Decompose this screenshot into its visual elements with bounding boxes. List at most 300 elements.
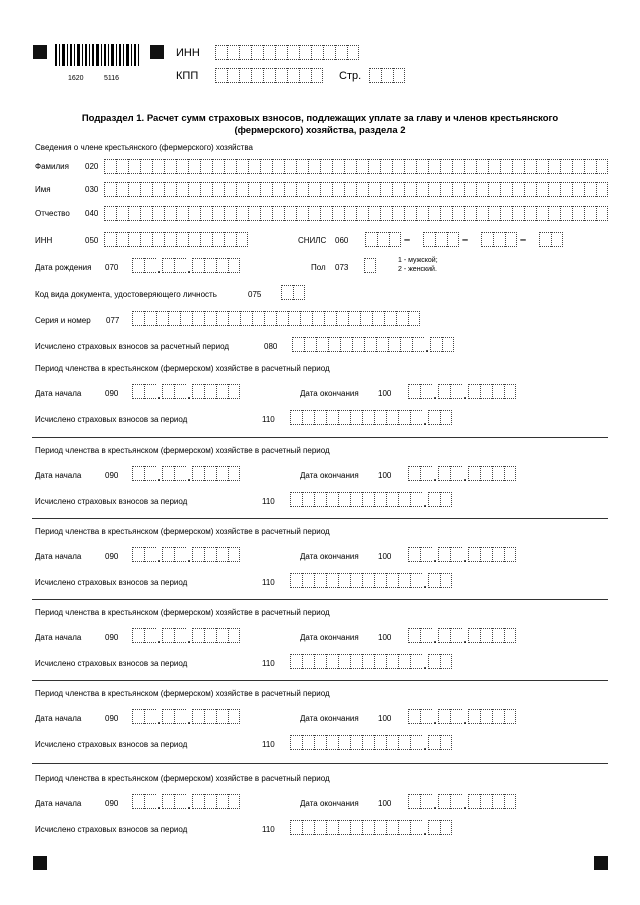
sex-field[interactable] — [364, 258, 376, 273]
char-cell[interactable] — [216, 258, 228, 273]
char-cell[interactable] — [350, 820, 362, 835]
char-cell[interactable] — [504, 794, 516, 809]
char-cell[interactable] — [480, 466, 492, 481]
char-cell[interactable] — [480, 709, 492, 724]
snils-field-part3[interactable] — [481, 232, 517, 247]
char-cell[interactable] — [140, 232, 152, 247]
char-cell[interactable] — [326, 492, 338, 507]
char-cell[interactable] — [239, 45, 251, 60]
char-cell[interactable] — [176, 182, 188, 197]
char-cell[interactable] — [428, 573, 440, 588]
snils-field-part4[interactable] — [539, 232, 563, 247]
char-cell[interactable] — [388, 337, 400, 352]
char-cell[interactable] — [344, 206, 356, 221]
char-cell[interactable] — [398, 820, 410, 835]
char-cell[interactable] — [596, 182, 608, 197]
char-cell[interactable] — [362, 573, 374, 588]
char-cell[interactable] — [200, 182, 212, 197]
period-5-start-date-field[interactable] — [132, 709, 240, 727]
char-cell[interactable] — [302, 654, 314, 669]
char-cell[interactable] — [248, 159, 260, 174]
char-cell[interactable] — [228, 311, 240, 326]
char-cell[interactable] — [132, 628, 144, 643]
char-cell[interactable] — [132, 794, 144, 809]
char-cell[interactable] — [350, 410, 362, 425]
series-field[interactable] — [132, 311, 420, 326]
char-cell[interactable] — [290, 820, 302, 835]
char-cell[interactable] — [236, 232, 248, 247]
char-cell[interactable] — [162, 258, 174, 273]
period-4-end-date-field[interactable] — [408, 628, 516, 646]
char-cell[interactable] — [536, 159, 548, 174]
char-cell[interactable] — [104, 159, 116, 174]
char-cell[interactable] — [398, 735, 410, 750]
char-cell[interactable] — [442, 337, 454, 352]
char-cell[interactable] — [480, 384, 492, 399]
char-cell[interactable] — [192, 384, 204, 399]
char-cell[interactable] — [360, 311, 372, 326]
char-cell[interactable] — [116, 232, 128, 247]
char-cell[interactable] — [450, 628, 462, 643]
char-cell[interactable] — [326, 654, 338, 669]
char-cell[interactable] — [228, 258, 240, 273]
char-cell[interactable] — [398, 492, 410, 507]
char-cell[interactable] — [212, 232, 224, 247]
char-cell[interactable] — [236, 182, 248, 197]
char-cell[interactable] — [144, 311, 156, 326]
char-cell[interactable] — [299, 68, 311, 83]
char-cell[interactable] — [504, 547, 516, 562]
char-cell[interactable] — [116, 159, 128, 174]
char-cell[interactable] — [347, 45, 359, 60]
char-cell[interactable] — [386, 820, 398, 835]
period-5-amount-field[interactable] — [290, 735, 452, 753]
char-cell[interactable] — [180, 311, 192, 326]
char-cell[interactable] — [381, 68, 393, 83]
char-cell[interactable] — [152, 182, 164, 197]
char-cell[interactable] — [296, 182, 308, 197]
char-cell[interactable] — [212, 159, 224, 174]
char-cell[interactable] — [356, 182, 368, 197]
char-cell[interactable] — [174, 628, 186, 643]
char-cell[interactable] — [438, 466, 450, 481]
char-cell[interactable] — [408, 384, 420, 399]
period-4-start-date-field[interactable] — [132, 628, 240, 646]
char-cell[interactable] — [216, 311, 228, 326]
char-cell[interactable] — [215, 68, 227, 83]
char-cell[interactable] — [356, 159, 368, 174]
char-cell[interactable] — [248, 206, 260, 221]
char-cell[interactable] — [380, 182, 392, 197]
total-field[interactable] — [292, 337, 454, 355]
period-6-start-date-field[interactable] — [132, 794, 240, 812]
char-cell[interactable] — [296, 206, 308, 221]
char-cell[interactable] — [228, 466, 240, 481]
birth-date-field[interactable] — [132, 258, 240, 276]
char-cell[interactable] — [326, 820, 338, 835]
char-cell[interactable] — [408, 628, 420, 643]
char-cell[interactable] — [408, 547, 420, 562]
char-cell[interactable] — [480, 547, 492, 562]
char-cell[interactable] — [376, 337, 388, 352]
char-cell[interactable] — [227, 68, 239, 83]
char-cell[interactable] — [216, 628, 228, 643]
char-cell[interactable] — [260, 159, 272, 174]
char-cell[interactable] — [144, 258, 156, 273]
char-cell[interactable] — [332, 159, 344, 174]
surname-field[interactable] — [104, 159, 608, 174]
char-cell[interactable] — [128, 232, 140, 247]
char-cell[interactable] — [505, 232, 517, 247]
char-cell[interactable] — [204, 258, 216, 273]
char-cell[interactable] — [312, 311, 324, 326]
period-2-end-date-field[interactable] — [408, 466, 516, 484]
snils-field-part2[interactable] — [423, 232, 459, 247]
char-cell[interactable] — [192, 466, 204, 481]
char-cell[interactable] — [410, 820, 422, 835]
char-cell[interactable] — [464, 206, 476, 221]
char-cell[interactable] — [251, 45, 263, 60]
char-cell[interactable] — [500, 182, 512, 197]
char-cell[interactable] — [162, 547, 174, 562]
char-cell[interactable] — [228, 709, 240, 724]
char-cell[interactable] — [288, 311, 300, 326]
char-cell[interactable] — [386, 492, 398, 507]
char-cell[interactable] — [447, 232, 459, 247]
char-cell[interactable] — [128, 206, 140, 221]
char-cell[interactable] — [260, 182, 272, 197]
char-cell[interactable] — [174, 794, 186, 809]
char-cell[interactable] — [302, 573, 314, 588]
char-cell[interactable] — [156, 311, 168, 326]
char-cell[interactable] — [386, 654, 398, 669]
char-cell[interactable] — [132, 384, 144, 399]
char-cell[interactable] — [326, 410, 338, 425]
name-field[interactable] — [104, 182, 608, 197]
char-cell[interactable] — [410, 492, 422, 507]
char-cell[interactable] — [450, 709, 462, 724]
char-cell[interactable] — [236, 206, 248, 221]
char-cell[interactable] — [468, 547, 480, 562]
char-cell[interactable] — [116, 182, 128, 197]
char-cell[interactable] — [423, 232, 435, 247]
char-cell[interactable] — [132, 258, 144, 273]
char-cell[interactable] — [464, 159, 476, 174]
char-cell[interactable] — [302, 735, 314, 750]
char-cell[interactable] — [440, 182, 452, 197]
char-cell[interactable] — [204, 384, 216, 399]
char-cell[interactable] — [364, 258, 376, 273]
char-cell[interactable] — [332, 206, 344, 221]
char-cell[interactable] — [140, 206, 152, 221]
char-cell[interactable] — [292, 337, 304, 352]
char-cell[interactable] — [362, 410, 374, 425]
char-cell[interactable] — [362, 654, 374, 669]
char-cell[interactable] — [452, 159, 464, 174]
period-1-amount-field[interactable] — [290, 410, 452, 428]
char-cell[interactable] — [300, 311, 312, 326]
char-cell[interactable] — [374, 573, 386, 588]
char-cell[interactable] — [438, 794, 450, 809]
char-cell[interactable] — [352, 337, 364, 352]
char-cell[interactable] — [304, 337, 316, 352]
char-cell[interactable] — [251, 68, 263, 83]
char-cell[interactable] — [377, 232, 389, 247]
char-cell[interactable] — [174, 709, 186, 724]
char-cell[interactable] — [338, 492, 350, 507]
period-6-end-date-field[interactable] — [408, 794, 516, 812]
char-cell[interactable] — [524, 206, 536, 221]
char-cell[interactable] — [204, 547, 216, 562]
char-cell[interactable] — [224, 182, 236, 197]
char-cell[interactable] — [428, 206, 440, 221]
char-cell[interactable] — [144, 384, 156, 399]
char-cell[interactable] — [228, 384, 240, 399]
char-cell[interactable] — [174, 384, 186, 399]
char-cell[interactable] — [308, 159, 320, 174]
char-cell[interactable] — [584, 182, 596, 197]
char-cell[interactable] — [104, 232, 116, 247]
char-cell[interactable] — [430, 337, 442, 352]
header-page-field[interactable] — [369, 68, 405, 83]
char-cell[interactable] — [386, 410, 398, 425]
doc-code-field[interactable] — [281, 285, 305, 300]
char-cell[interactable] — [344, 159, 356, 174]
char-cell[interactable] — [539, 232, 551, 247]
char-cell[interactable] — [410, 654, 422, 669]
char-cell[interactable] — [372, 311, 384, 326]
char-cell[interactable] — [356, 206, 368, 221]
char-cell[interactable] — [164, 182, 176, 197]
char-cell[interactable] — [368, 159, 380, 174]
char-cell[interactable] — [316, 337, 328, 352]
char-cell[interactable] — [348, 311, 360, 326]
char-cell[interactable] — [416, 159, 428, 174]
char-cell[interactable] — [560, 159, 572, 174]
char-cell[interactable] — [236, 159, 248, 174]
char-cell[interactable] — [450, 384, 462, 399]
char-cell[interactable] — [162, 709, 174, 724]
char-cell[interactable] — [504, 384, 516, 399]
char-cell[interactable] — [320, 159, 332, 174]
char-cell[interactable] — [314, 573, 326, 588]
header-kpp-field[interactable] — [215, 68, 323, 83]
period-3-amount-field[interactable] — [290, 573, 452, 591]
char-cell[interactable] — [396, 311, 408, 326]
char-cell[interactable] — [188, 232, 200, 247]
char-cell[interactable] — [435, 232, 447, 247]
char-cell[interactable] — [164, 206, 176, 221]
char-cell[interactable] — [228, 794, 240, 809]
header-inn-field[interactable] — [215, 45, 359, 60]
char-cell[interactable] — [224, 232, 236, 247]
char-cell[interactable] — [440, 573, 452, 588]
char-cell[interactable] — [410, 573, 422, 588]
char-cell[interactable] — [416, 182, 428, 197]
char-cell[interactable] — [116, 206, 128, 221]
char-cell[interactable] — [420, 794, 432, 809]
char-cell[interactable] — [296, 159, 308, 174]
char-cell[interactable] — [386, 735, 398, 750]
char-cell[interactable] — [504, 466, 516, 481]
char-cell[interactable] — [338, 735, 350, 750]
char-cell[interactable] — [320, 182, 332, 197]
char-cell[interactable] — [281, 285, 293, 300]
char-cell[interactable] — [176, 159, 188, 174]
period-2-start-date-field[interactable] — [132, 466, 240, 484]
char-cell[interactable] — [440, 492, 452, 507]
char-cell[interactable] — [174, 466, 186, 481]
char-cell[interactable] — [438, 384, 450, 399]
char-cell[interactable] — [200, 206, 212, 221]
char-cell[interactable] — [536, 182, 548, 197]
char-cell[interactable] — [428, 492, 440, 507]
char-cell[interactable] — [338, 654, 350, 669]
char-cell[interactable] — [493, 232, 505, 247]
char-cell[interactable] — [275, 68, 287, 83]
char-cell[interactable] — [314, 654, 326, 669]
char-cell[interactable] — [408, 466, 420, 481]
period-3-end-date-field[interactable] — [408, 547, 516, 565]
char-cell[interactable] — [410, 735, 422, 750]
char-cell[interactable] — [162, 794, 174, 809]
char-cell[interactable] — [144, 709, 156, 724]
char-cell[interactable] — [162, 628, 174, 643]
char-cell[interactable] — [420, 628, 432, 643]
char-cell[interactable] — [132, 466, 144, 481]
char-cell[interactable] — [428, 820, 440, 835]
char-cell[interactable] — [365, 232, 377, 247]
char-cell[interactable] — [476, 182, 488, 197]
char-cell[interactable] — [504, 628, 516, 643]
char-cell[interactable] — [335, 45, 347, 60]
char-cell[interactable] — [314, 492, 326, 507]
char-cell[interactable] — [284, 159, 296, 174]
char-cell[interactable] — [308, 206, 320, 221]
char-cell[interactable] — [276, 311, 288, 326]
char-cell[interactable] — [164, 232, 176, 247]
char-cell[interactable] — [314, 820, 326, 835]
char-cell[interactable] — [362, 492, 374, 507]
char-cell[interactable] — [386, 573, 398, 588]
char-cell[interactable] — [398, 654, 410, 669]
char-cell[interactable] — [374, 735, 386, 750]
char-cell[interactable] — [328, 337, 340, 352]
char-cell[interactable] — [420, 547, 432, 562]
char-cell[interactable] — [290, 573, 302, 588]
char-cell[interactable] — [362, 820, 374, 835]
char-cell[interactable] — [389, 232, 401, 247]
char-cell[interactable] — [216, 384, 228, 399]
char-cell[interactable] — [290, 492, 302, 507]
char-cell[interactable] — [164, 159, 176, 174]
char-cell[interactable] — [420, 709, 432, 724]
char-cell[interactable] — [524, 159, 536, 174]
char-cell[interactable] — [468, 384, 480, 399]
char-cell[interactable] — [374, 654, 386, 669]
char-cell[interactable] — [392, 159, 404, 174]
char-cell[interactable] — [408, 794, 420, 809]
char-cell[interactable] — [302, 492, 314, 507]
char-cell[interactable] — [398, 410, 410, 425]
char-cell[interactable] — [468, 709, 480, 724]
char-cell[interactable] — [239, 68, 251, 83]
char-cell[interactable] — [374, 492, 386, 507]
char-cell[interactable] — [428, 182, 440, 197]
char-cell[interactable] — [340, 337, 352, 352]
char-cell[interactable] — [548, 206, 560, 221]
period-4-amount-field[interactable] — [290, 654, 452, 672]
char-cell[interactable] — [287, 68, 299, 83]
char-cell[interactable] — [128, 182, 140, 197]
char-cell[interactable] — [393, 68, 405, 83]
char-cell[interactable] — [104, 182, 116, 197]
char-cell[interactable] — [275, 45, 287, 60]
char-cell[interactable] — [132, 547, 144, 562]
char-cell[interactable] — [192, 794, 204, 809]
char-cell[interactable] — [492, 628, 504, 643]
char-cell[interactable] — [440, 159, 452, 174]
char-cell[interactable] — [260, 206, 272, 221]
char-cell[interactable] — [344, 182, 356, 197]
char-cell[interactable] — [212, 206, 224, 221]
patronymic-field[interactable] — [104, 206, 608, 221]
char-cell[interactable] — [152, 232, 164, 247]
char-cell[interactable] — [263, 45, 275, 60]
char-cell[interactable] — [400, 337, 412, 352]
char-cell[interactable] — [215, 45, 227, 60]
char-cell[interactable] — [440, 735, 452, 750]
char-cell[interactable] — [464, 182, 476, 197]
char-cell[interactable] — [140, 182, 152, 197]
char-cell[interactable] — [176, 232, 188, 247]
char-cell[interactable] — [264, 311, 276, 326]
char-cell[interactable] — [336, 311, 348, 326]
char-cell[interactable] — [364, 337, 376, 352]
char-cell[interactable] — [204, 466, 216, 481]
char-cell[interactable] — [204, 709, 216, 724]
char-cell[interactable] — [284, 182, 296, 197]
char-cell[interactable] — [152, 159, 164, 174]
char-cell[interactable] — [290, 735, 302, 750]
period-5-end-date-field[interactable] — [408, 709, 516, 727]
char-cell[interactable] — [404, 159, 416, 174]
char-cell[interactable] — [350, 492, 362, 507]
char-cell[interactable] — [512, 182, 524, 197]
char-cell[interactable] — [584, 206, 596, 221]
char-cell[interactable] — [263, 68, 275, 83]
char-cell[interactable] — [452, 182, 464, 197]
char-cell[interactable] — [311, 45, 323, 60]
char-cell[interactable] — [272, 159, 284, 174]
char-cell[interactable] — [128, 159, 140, 174]
char-cell[interactable] — [488, 182, 500, 197]
char-cell[interactable] — [384, 311, 396, 326]
char-cell[interactable] — [332, 182, 344, 197]
char-cell[interactable] — [204, 628, 216, 643]
char-cell[interactable] — [420, 466, 432, 481]
char-cell[interactable] — [224, 206, 236, 221]
char-cell[interactable] — [440, 820, 452, 835]
char-cell[interactable] — [450, 547, 462, 562]
char-cell[interactable] — [174, 258, 186, 273]
char-cell[interactable] — [560, 206, 572, 221]
char-cell[interactable] — [548, 159, 560, 174]
char-cell[interactable] — [188, 182, 200, 197]
char-cell[interactable] — [500, 206, 512, 221]
char-cell[interactable] — [192, 709, 204, 724]
char-cell[interactable] — [512, 159, 524, 174]
